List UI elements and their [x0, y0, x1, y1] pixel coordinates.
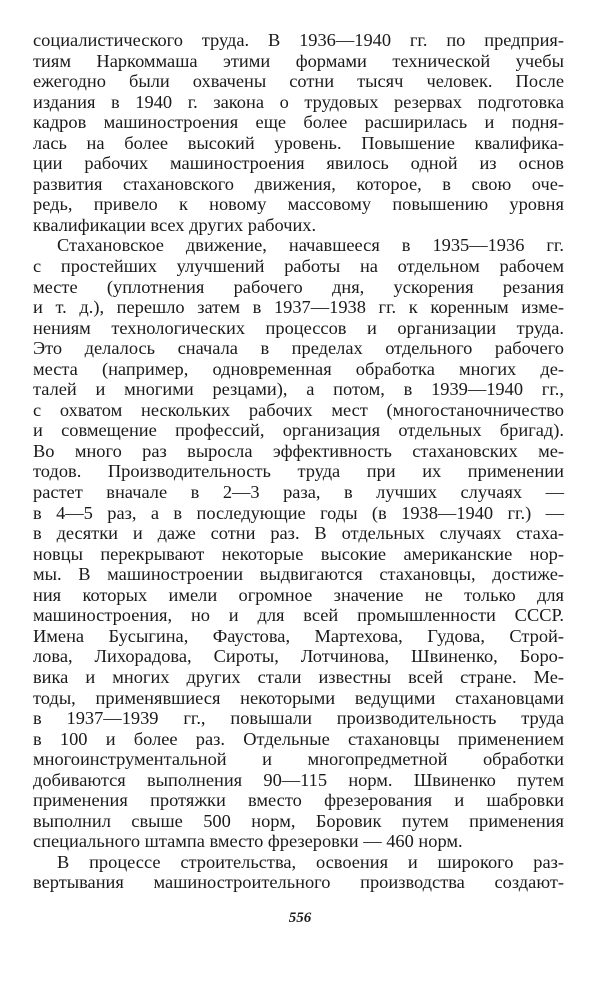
text-line: растет вначале в 2—3 раза, в лучших случаях —	[33, 482, 564, 503]
text-line: кадров машиностроения еще более расширилась и подня-	[33, 112, 564, 133]
text-line: лась на более высокий уровень. Повышение квалифика-	[33, 132, 564, 153]
text-line: выполнил свыше 500 норм, Боровик путем применения	[33, 810, 564, 831]
text-line: лова, Лихорадова, Сироты, Лотчинова, Швиненко, Боро-	[33, 646, 564, 667]
text-line: вертывания машиностроительного производства создают-	[33, 872, 564, 893]
text-line: с охватом нескольких рабочих мест (многостаночничество	[33, 399, 564, 420]
text-line: талей и многими резцами), а потом, в 1939—1940 гг.,	[33, 379, 564, 400]
text-line: Это делалось сначала в пределах отдельного рабочего	[33, 338, 564, 359]
text-line: нениям технологических процессов и организации труда.	[33, 317, 564, 338]
text-line: тоды, применявшиеся некоторыми ведущими стахановцами	[33, 687, 564, 708]
text-line: редь, привело к новому массовому повышению уровня	[33, 194, 564, 215]
text-line: и т. д.), перешло затем в 1937—1938 гг. к коренным изме-	[33, 297, 564, 318]
text-line: В процессе строительства, освоения и широкого раз-	[57, 851, 564, 872]
text-line: вика и многих других стали известны всей стране. Ме-	[33, 666, 564, 687]
text-line: месте (уплотнения рабочего дня, ускорения резания	[33, 276, 564, 297]
text-line: специального штампа вместо фрезеровки — 460 норм.	[33, 831, 463, 852]
text-line: и совмещение профессий, организация отдельных бригад).	[33, 420, 564, 441]
page-body	[33, 30, 564, 893]
text-line: издания в 1940 г. закона о трудовых резервах подготовка	[33, 91, 564, 112]
text-line: мы. В машиностроении выдвигаются стахановцы, достиже-	[33, 564, 564, 585]
text-line: в 1937—1939 гг., повышали производительность труда	[33, 708, 564, 729]
text-line: места (например, одновременная обработка многих де-	[33, 358, 564, 379]
text-line: развития стахановского движения, которое, в свою оче-	[33, 173, 564, 194]
text-line: квалификации всех других рабочих.	[33, 214, 317, 235]
text-line: новцы перекрывают некоторые высокие американские нор-	[33, 543, 564, 564]
text-line: с простейших улучшений работы на отдельном рабочем	[33, 256, 564, 277]
text-line: многоинструментальной и многопредметной обработки	[33, 749, 564, 770]
text-line: Во много раз выросла эффективность стахановских ме-	[33, 440, 564, 461]
text-line: ния которых имели огромное значение не только для	[33, 584, 564, 605]
text-line: в 100 и более раз. Отдельные стахановцы применением	[33, 728, 564, 749]
text-line: социалистического труда. В 1936—1940 гг. по предприя-	[33, 30, 564, 50]
text-line: машиностроения, но и для всей промышленности СССР.	[33, 605, 564, 626]
text-line: применения протяжки вместо фрезерования и шабровки	[33, 790, 564, 811]
text-line: Имена Бусыгина, Фаустова, Мартехова, Гудова, Строй-	[33, 625, 564, 646]
text-line: ции рабочих машиностроения явилось одной из основ	[33, 153, 564, 174]
text-line: ежегодно были охвачены сотни тысяч человек. После	[33, 71, 564, 92]
text-line: Стахановское движение, начавшееся в 1935—1936 гг.	[57, 235, 564, 256]
page-number: 556	[288, 910, 312, 926]
paragraph	[33, 235, 564, 851]
paragraph	[33, 30, 564, 235]
text-line: в 4—5 раз, а в последующие годы (в 1938—1940 гг.) —	[33, 502, 564, 523]
text-line: тодов. Производительность труда при их применении	[33, 461, 564, 482]
text-line: добиваются выполнения 90—115 норм. Швиненко путем	[33, 769, 564, 790]
text-line: тиям Наркоммаша этими формами технической учебы	[33, 50, 564, 71]
paragraph	[33, 852, 564, 893]
text-line: в десятки и даже сотни раз. В отдельных случаях стаха-	[33, 523, 564, 544]
